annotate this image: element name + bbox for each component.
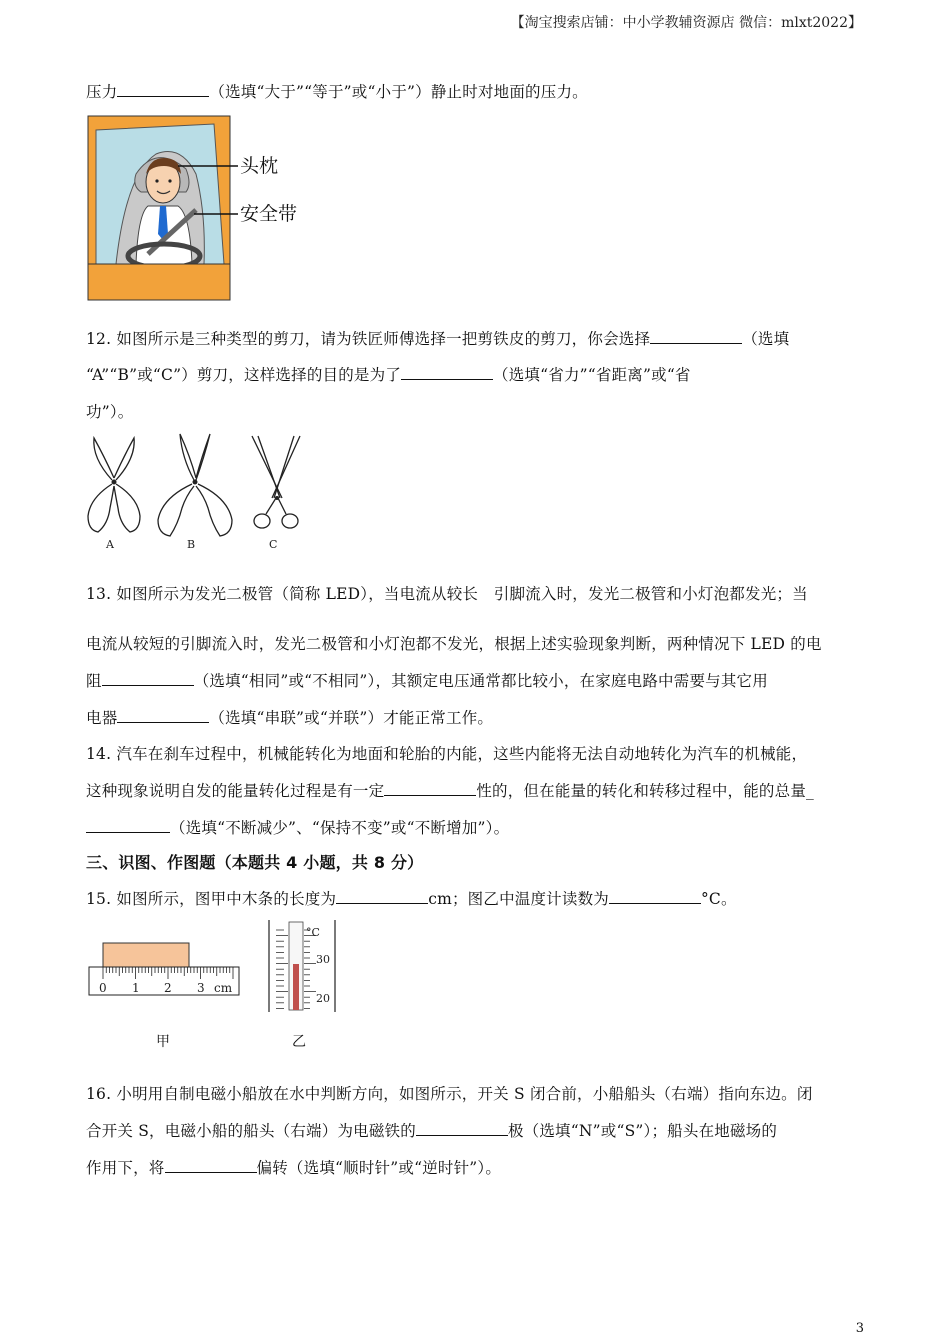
- caption-yi: 乙: [292, 1034, 307, 1050]
- ruler-unit: cm: [214, 981, 233, 995]
- q14-line-3: [86, 816, 509, 838]
- ruler-figure: [86, 940, 246, 1000]
- q15-line: [86, 887, 737, 909]
- seatbelt-label: 安全带: [240, 203, 298, 225]
- scissors-label-a: A: [106, 538, 114, 551]
- q14-line-2: [86, 779, 814, 801]
- q13-text-3b: （选填“相同”或“不相同”），其额定电压通常都比较小，在家庭电路中需要与其它用: [193, 672, 768, 690]
- q14-text-2a: 这种现象说明自发的能量转化过程是有一定: [86, 782, 385, 800]
- q12-line-1: [86, 327, 789, 349]
- caption-jia: 甲: [156, 1034, 171, 1050]
- thermometer-tick-20: 20: [316, 992, 330, 1005]
- q15-text-b: cm；图乙中温度计读数为: [428, 890, 609, 908]
- q16-text-3a: 作用下，将: [86, 1159, 165, 1177]
- q14-blank-2[interactable]: [86, 818, 170, 833]
- thermometer-unit: °C: [306, 926, 320, 939]
- q16-line-2: [86, 1119, 777, 1141]
- q16-text-2a: 合开关 S，电磁小船的船头（右端）为电磁铁的: [86, 1122, 416, 1140]
- ruler-tick-3: 3: [197, 981, 205, 995]
- q13-line-3: [86, 669, 768, 691]
- q16-line-1: 16. 小明用自制电磁小船放在水中判断方向，如图所示，开关 S 闭合前，小船船头（右端）指向东边。闭: [86, 1085, 813, 1103]
- q14-text-2b: 性的，但在能量的转化和转移过程中，能的总量_: [476, 782, 814, 800]
- q15-text-c: °C。: [700, 890, 737, 908]
- ruler-tick-0: 0: [99, 981, 107, 995]
- q13-line-1: 13. 如图所示为发光二极管（简称 LED），当电流从较长 引脚流入时，发光二极管和小灯泡都发光；当: [86, 585, 808, 603]
- q12-blank-2[interactable]: [401, 365, 493, 380]
- q13-blank-2[interactable]: [117, 708, 209, 723]
- car-driver-figure: [86, 114, 326, 304]
- q12-line-2: [86, 363, 691, 385]
- q16-text-3b: 偏转（选填“顺时针”或“逆时针”）。: [256, 1159, 502, 1177]
- q13-text-4a: 电器: [86, 709, 118, 727]
- page-number: 3: [855, 1321, 864, 1336]
- q16-blank-1[interactable]: [416, 1121, 508, 1136]
- q16-line-3: [86, 1156, 501, 1178]
- q16-blank-2[interactable]: [165, 1158, 257, 1173]
- q13-text-4b: （选填“串联”或“并联”）才能正常工作。: [209, 709, 494, 727]
- q14-text-3: （选填“不断减少”、“保持不变”或“不断增加”）。: [170, 819, 510, 837]
- thermometer-tick-30: 30: [316, 953, 330, 966]
- thermometer-figure: [266, 918, 346, 1014]
- q14-line-1: 14. 汽车在刹车过程中，机械能转化为地面和轮胎的内能，这些内能将无法自动地转化为汽车的机械能，: [86, 745, 808, 763]
- q12-text-1b: （选填: [742, 330, 790, 348]
- q15-text-a: 15. 如图所示，图甲中木条的长度为: [86, 890, 337, 908]
- q12-blank-1[interactable]: [650, 329, 742, 344]
- ruler-tick-1: 1: [132, 981, 140, 995]
- q13-blank-1[interactable]: [102, 671, 194, 686]
- headrest-label: 头枕: [240, 155, 279, 177]
- q12-line-3: 功”）。: [86, 403, 134, 421]
- scissors-label-b: B: [187, 538, 196, 551]
- q11-text-b: （选填“大于”“等于”或“小于”）静止时对地面的压力。: [209, 83, 588, 101]
- q16-text-2b: 极（选填“N”或“S”）；船头在地磁场的: [507, 1122, 778, 1140]
- scissors-label-c: C: [269, 538, 278, 551]
- q13-line-2: 电流从较短的引脚流入时，发光二极管和小灯泡都不发光，根据上述实验现象判断，两种情况下 LED 的电: [86, 635, 822, 653]
- q13-line-4: [86, 706, 493, 728]
- q12-text-2a: “A”“B”或“C”）剪刀，这样选择的目的是为了: [86, 366, 402, 384]
- q13-text-3a: 阻: [86, 672, 102, 690]
- q14-blank-1[interactable]: [384, 781, 476, 796]
- scissors-figure: [82, 428, 312, 553]
- q15-blank-2[interactable]: [609, 889, 701, 904]
- q12-text-2b: （选填“省力”“省距离”或“省: [493, 366, 691, 384]
- q11-line: [86, 80, 588, 102]
- q11-blank[interactable]: [117, 82, 209, 97]
- q11-text-a: 压力: [86, 83, 118, 101]
- page-header: 【淘宝搜索店铺：中小学教辅资源店 微信：mlxt2022】: [510, 15, 862, 31]
- q15-blank-1[interactable]: [336, 889, 428, 904]
- q12-text-1a: 12. 如图所示是三种类型的剪刀，请为铁匠师傅选择一把剪铁皮的剪刀，你会选择: [86, 330, 651, 348]
- ruler-tick-2: 2: [164, 981, 172, 995]
- section-3-heading: 三、识图、作图题（本题共 4 小题，共 8 分）: [86, 853, 424, 872]
